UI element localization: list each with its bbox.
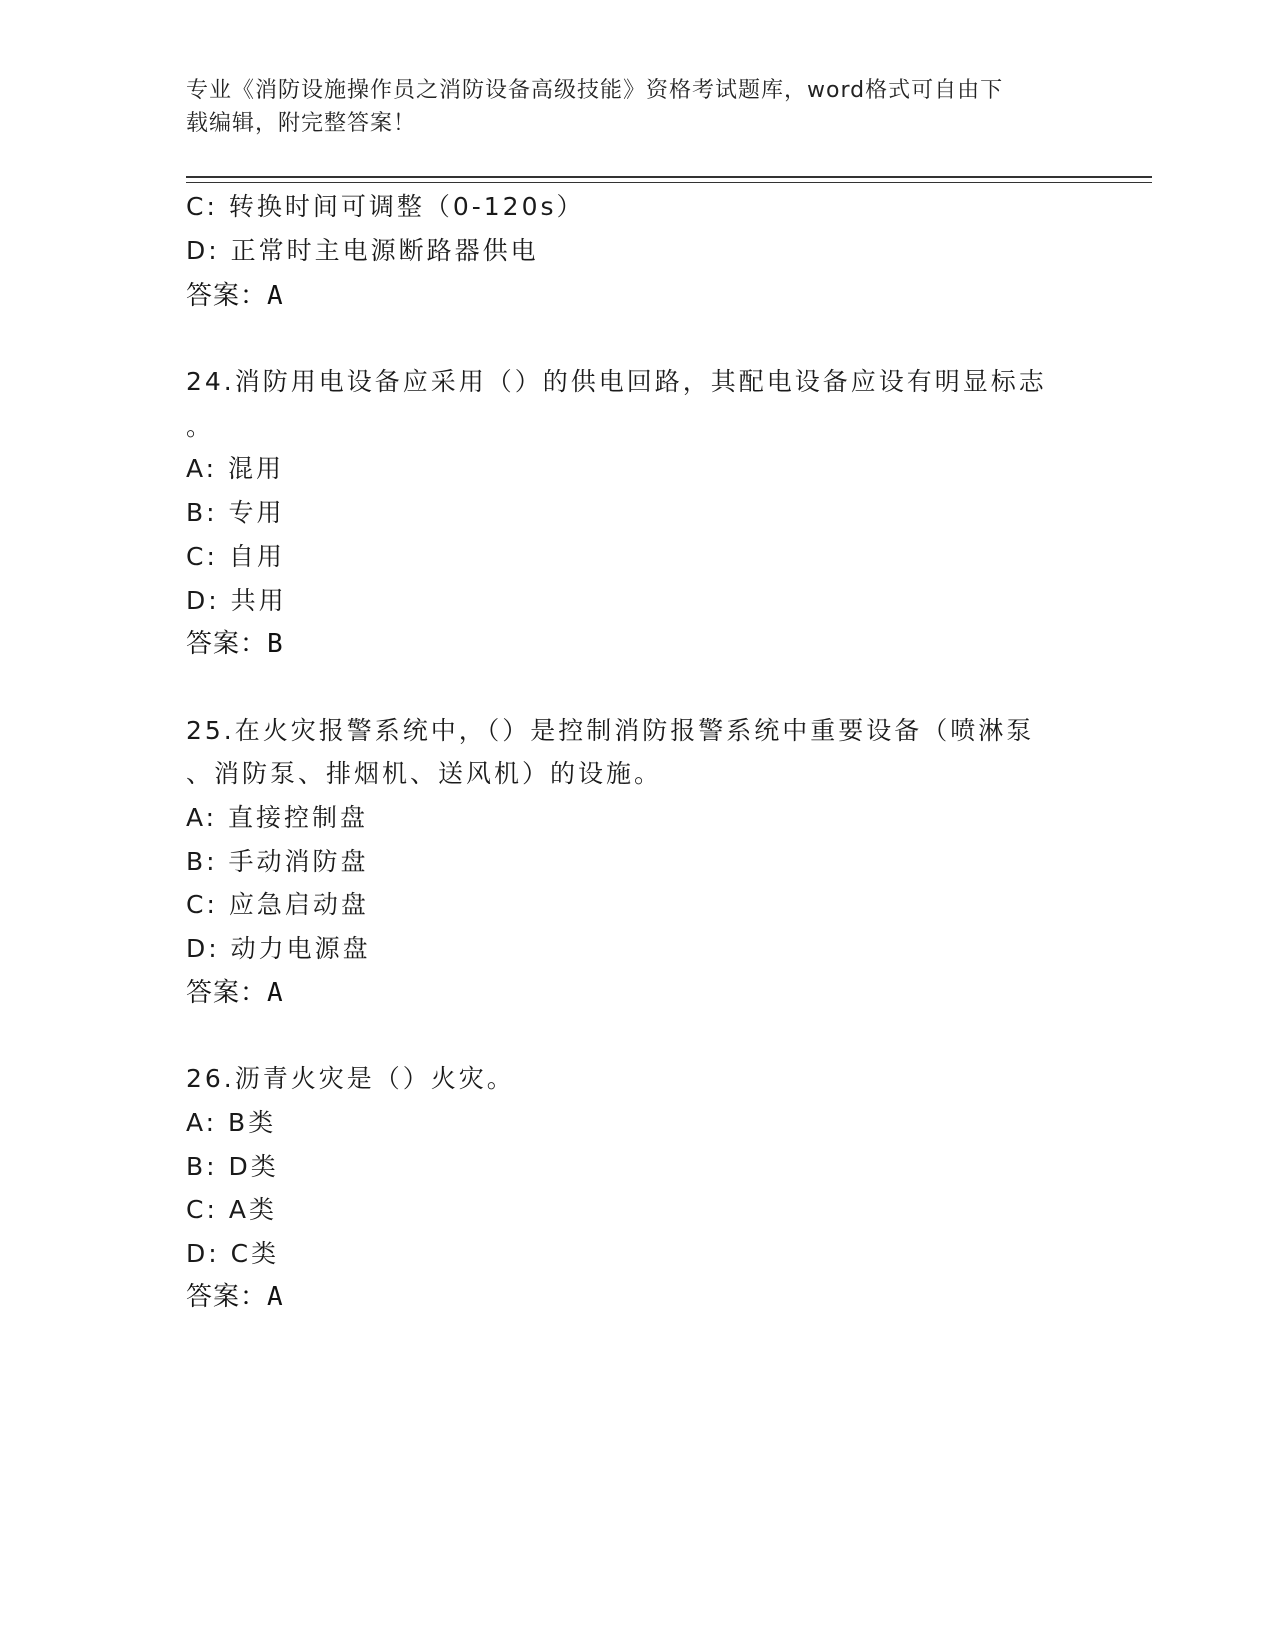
option-letter: D: bbox=[186, 1239, 220, 1268]
q26-answer bbox=[186, 1280, 284, 1314]
answer-label: 答案： bbox=[186, 978, 268, 1008]
q26-option-a bbox=[186, 1106, 276, 1140]
answer-label: 答案： bbox=[186, 281, 268, 311]
answer-label: 答案： bbox=[186, 1282, 268, 1312]
q24-option-b bbox=[186, 496, 285, 530]
option-text: 自用 bbox=[228, 542, 285, 571]
option-letter: C: bbox=[186, 542, 218, 571]
answer-value: A bbox=[267, 978, 284, 1008]
option-text: C类 bbox=[230, 1239, 280, 1268]
option-letter: C: bbox=[186, 192, 218, 221]
header-line-2: 载编辑，附完整答案！ bbox=[186, 111, 417, 136]
option-text: 应急启动盘 bbox=[228, 890, 369, 919]
header-line-1: 专业《消防设施操作员之消防设备高级技能》资格考试题库，word格式可自由下 bbox=[186, 78, 1004, 103]
prev-answer bbox=[186, 279, 284, 313]
q25-option-c bbox=[186, 888, 369, 922]
option-letter: B: bbox=[186, 847, 218, 876]
q26-option-d bbox=[186, 1237, 279, 1271]
q24-stem-line-1: 24.消防用电设备应采用（）的供电回路，其配电设备应设有明显标志 bbox=[186, 367, 1047, 396]
answer-value: B bbox=[267, 629, 284, 659]
prev-option-d bbox=[186, 234, 539, 268]
answer-value: A bbox=[267, 281, 284, 311]
option-letter: A: bbox=[186, 454, 218, 483]
answer-value: A bbox=[267, 1282, 284, 1312]
q24-option-a bbox=[186, 452, 284, 486]
option-text: A类 bbox=[228, 1195, 277, 1224]
prev-option-c bbox=[186, 190, 585, 224]
q26-option-c bbox=[186, 1193, 277, 1227]
header-divider-thick bbox=[186, 176, 1152, 178]
header-divider-thin bbox=[186, 182, 1152, 183]
q25-stem-line-1: 25.在火灾报警系统中，（）是控制消防报警系统中重要设备（喷淋泵 bbox=[186, 716, 1035, 745]
option-text: B类 bbox=[228, 1108, 277, 1137]
option-text: 手动消防盘 bbox=[228, 847, 369, 876]
option-letter: D: bbox=[186, 934, 220, 963]
option-letter: A: bbox=[186, 1108, 218, 1137]
option-letter: B: bbox=[186, 1152, 218, 1181]
q24-option-d bbox=[186, 584, 287, 618]
q26-option-b bbox=[186, 1150, 279, 1184]
q25-answer bbox=[186, 976, 284, 1010]
option-text: 动力电源盘 bbox=[230, 934, 371, 963]
q25-option-a bbox=[186, 801, 368, 835]
document-header bbox=[186, 74, 1066, 140]
option-text: 专用 bbox=[228, 498, 285, 527]
q25-option-b bbox=[186, 845, 369, 879]
option-letter: A: bbox=[186, 803, 218, 832]
q25-stem-line-2: 、消防泵、排烟机、送风机）的设施。 bbox=[186, 759, 663, 788]
option-text: D类 bbox=[228, 1152, 279, 1181]
option-letter: C: bbox=[186, 890, 218, 919]
option-text: 直接控制盘 bbox=[228, 803, 369, 832]
option-letter: B: bbox=[186, 498, 218, 527]
answer-label: 答案： bbox=[186, 629, 268, 659]
option-letter: D: bbox=[186, 236, 220, 265]
option-letter: D: bbox=[186, 586, 220, 615]
option-letter: C: bbox=[186, 1195, 218, 1224]
q24-option-c bbox=[186, 540, 285, 574]
q24-answer bbox=[186, 627, 284, 661]
option-text: 共用 bbox=[230, 586, 287, 615]
option-text: 混用 bbox=[228, 454, 285, 483]
option-text: 转换时间可调整（0-120s） bbox=[228, 192, 585, 221]
q24-stem-line-2: 。 bbox=[186, 412, 215, 441]
option-text: 正常时主电源断路器供电 bbox=[230, 236, 539, 265]
q26-stem-line-1: 26.沥青火灾是（）火灾。 bbox=[186, 1064, 515, 1093]
q25-option-d bbox=[186, 932, 371, 966]
